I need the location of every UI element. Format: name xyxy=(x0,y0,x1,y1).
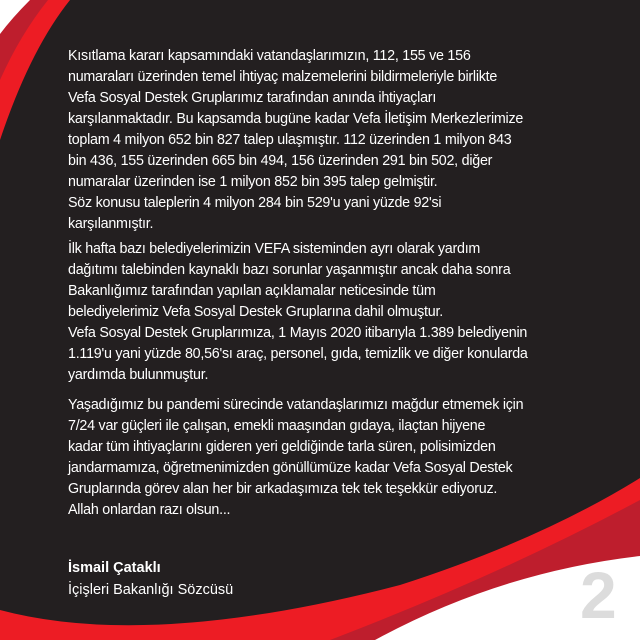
text-line: 7/24 var güçleri ile çalışan, emekli maaşından gıdaya, ilaçtan hijyene xyxy=(68,418,486,434)
text-line: İlk hafta bazı belediyelerimizin VEFA sisteminden ayrı olarak yardım xyxy=(68,241,481,257)
text-line: jandarmamıza, öğretmenimizden gönüllümüze kadar Vefa Sosyal Destek xyxy=(68,460,513,476)
signature xyxy=(68,557,233,601)
text-line: numaralar üzerinden ise 1 milyon 852 bin 395 talep gelmiştir. xyxy=(68,174,438,190)
page-number: 2 xyxy=(580,558,617,632)
text-line: Bakanlığımız tarafından yapılan açıklamalar neticesinde tüm xyxy=(68,283,436,299)
text-line: Kısıtlama kararı kapsamındaki vatandaşlarımızın, 112, 155 ve 156 xyxy=(68,48,471,64)
text-line: dağıtımı talebinden kaynaklı bazı sorunlar yaşanmıştır ancak daha sonra xyxy=(68,262,511,278)
text-line: 1.119'u yani yüzde 80,56'sı araç, personel, gıda, temizlik ve diğer konularda xyxy=(68,346,528,362)
text-line: Vefa Sosyal Destek Gruplarımıza, 1 Mayıs 2020 itibarıyla 1.389 belediyenin xyxy=(68,325,528,341)
text-line: kadar tüm ihtiyaçlarını gideren yeri geldiğinde tarla süren, polisimizden xyxy=(68,439,496,455)
paragraph-thanks xyxy=(68,395,523,521)
text-line: Allah onlardan razı olsun... xyxy=(68,502,231,518)
paragraph-municipalities xyxy=(68,239,528,386)
text-line: belediyelerimiz Vefa Sosyal Destek Gruplarına dahil olmuştur. xyxy=(68,304,443,320)
signature-name: İsmail Çataklı xyxy=(68,560,161,576)
text-line: numaraları üzerinden temel ihtiyaç malzemelerini bildirmeleriyle birlikte xyxy=(68,69,498,85)
text-line: Yaşadığımız bu pandemi sürecinde vatandaşlarımızı mağdur etmemek için xyxy=(68,397,524,413)
text-line: karşılanmıştır. xyxy=(68,216,154,232)
text-line: toplam 4 milyon 652 bin 827 talep ulaşmıştır. 112 üzerinden 1 milyon 843 xyxy=(68,132,512,148)
text-line: Gruplarında görev alan her bir arkadaşımıza tek tek teşekkür ediyoruz. xyxy=(68,481,498,497)
text-line: Söz konusu taleplerin 4 milyon 284 bin 529'u yani yüzde 92'si xyxy=(68,195,442,211)
text-line: karşılanmaktadır. Bu kapsamda bugüne kadar Vefa İletişim Merkezlerimize xyxy=(68,111,524,127)
paragraph-requests xyxy=(68,46,523,235)
text-line: yardımda bulunmuştur. xyxy=(68,367,209,383)
text-line: Vefa Sosyal Destek Gruplarımız tarafından anında ihtiyaçları xyxy=(68,90,437,106)
signature-title: İçişleri Bakanlığı Sözcüsü xyxy=(68,582,234,598)
text-line: bin 436, 155 üzerinden 665 bin 494, 156 üzerinden 291 bin 502, diğer xyxy=(68,153,493,169)
